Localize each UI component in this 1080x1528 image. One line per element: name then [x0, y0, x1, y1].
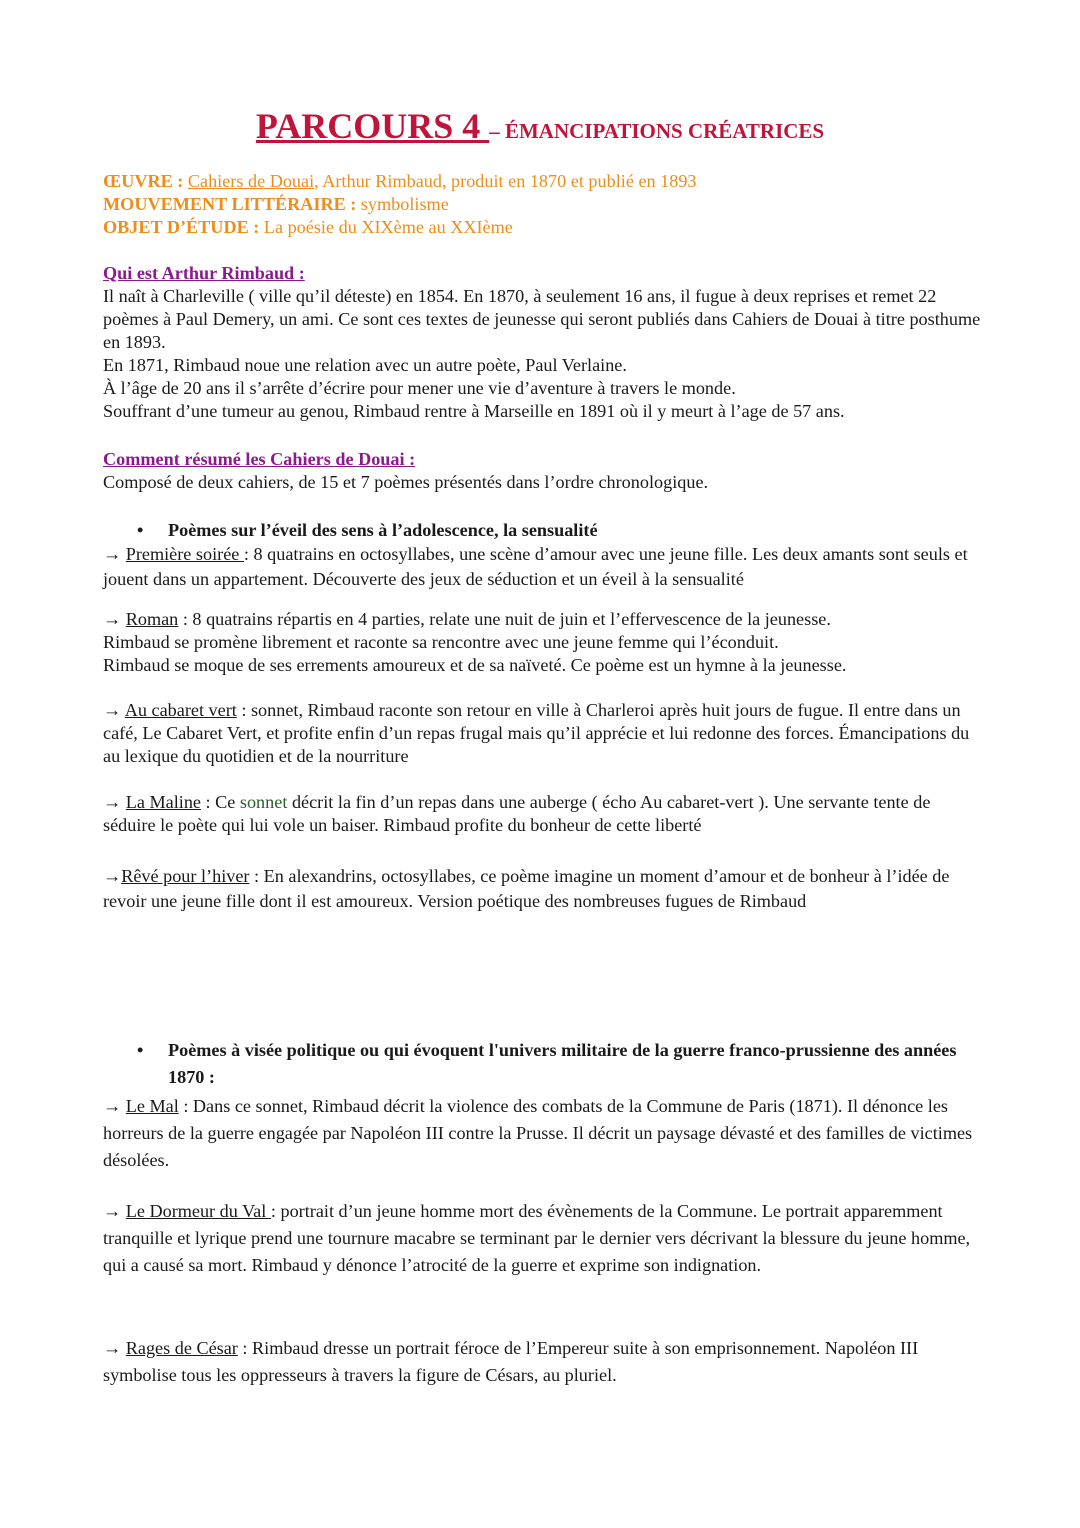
- arrow-icon: →: [103, 1201, 122, 1221]
- poem-entry: → Rages de César : Rimbaud dresse un portrait féroce de l’Empereur suite à son emprisonnement. Napoléon III symbolise tous les oppresseurs à travers la figure de Césars, au pluriel.: [103, 1338, 919, 1385]
- section1-bullet: • Poèmes sur l’éveil des sens à l’adolescence, la sensualité: [168, 517, 983, 544]
- bio-paragraph: À l’âge de 20 ans il s’arrête d’écrire pour mener une vie d’aventure à travers le monde.: [103, 378, 736, 398]
- mouvement-line: MOUVEMENT LITTÉRAIRE : symbolisme: [103, 194, 449, 214]
- work-meta: [103, 170, 983, 239]
- poem-title: Le Dormeur du Val: [125, 1201, 271, 1221]
- page-title: [0, 104, 1080, 156]
- poem-entry: → La Maline : Ce sonnet décrit la fin d’un repas dans une auberge ( écho Au cabaret-vert ). Une servante tente de séduire le poète qui lui vole un baiser. Rimbaud profite du bonheur de cette liberté: [103, 792, 931, 835]
- section2-bullet: • Poèmes à visée politique ou qui évoquent l'univers militaire de la guerre franco-prussienne des années 1870 :: [168, 1037, 983, 1091]
- summary-text: Composé de deux cahiers, de 15 et 7 poèmes présentés dans l’ordre chronologique.: [103, 472, 709, 492]
- poem-title: Au cabaret vert: [124, 700, 237, 720]
- poem-title: Rêvé pour l’hiver: [121, 866, 250, 886]
- summary-heading: Comment résumé les Cahiers de Douai :: [103, 449, 416, 469]
- poem-entry: → Le Mal : Dans ce sonnet, Rimbaud décrit la violence des combats de la Commune de Paris (1871). Il dénonce les horreurs de la guerre engagée par Napoléon III contre la Prusse. Il décrit un paysage dévasté et des familles de victimes désolées.: [103, 1096, 973, 1170]
- poem-entry: → Au cabaret vert : sonnet, Rimbaud raconte son retour en ville à Charleroi après huit jours de fugue. Il entre dans un café, Le Cabaret Vert, et profite enfin d’un repas frugal mais qu’il apprécie et lui redonne des forces. Émancipations du au lexique du quotidien et de la nourriture: [103, 700, 970, 766]
- poem-title: Roman: [125, 609, 179, 629]
- bio-paragraph: En 1871, Rimbaud noue une relation avec un autre poète, Paul Verlaine.: [103, 355, 627, 375]
- oeuvre-link[interactable]: Cahiers de Douai: [187, 171, 315, 191]
- objet-line: OBJET D’ÉTUDE : La poésie du XIXème au XXIème: [103, 217, 513, 237]
- bio-paragraph: Il naît à Charleville ( ville qu’il déteste) en 1854. En 1870, à seulement 16 ans, il fugue à deux reprises et remet 22 poèmes à Paul Demery, un ami. Ce sont ces textes de jeunesse qui seront publiés dans Cahiers de Douai à titre posthume en 1893.: [103, 286, 981, 352]
- poem-entry: →Rêvé pour l’hiver : En alexandrins, octosyllabes, ce poème imagine un moment d’amour et de bonheur à l’idée de revoir une jeune fille dont il est amoureux. Version poétique des nombreuses fugues de Rimbaud: [103, 866, 950, 911]
- bio-heading: Qui est Arthur Rimbaud :: [103, 263, 305, 283]
- poem-entry: → Roman : 8 quatrains répartis en 4 parties, relate une nuit de juin et l’effervescence de la jeunesse. Rimbaud se promène librement et raconte sa rencontre avec une jeune femme qui l’éconduit. Rimbaud se moque de ses errements amoureux et de sa naïveté. Ce poème est un hymne à la jeunesse.: [103, 609, 847, 675]
- poem-title: La Maline: [125, 792, 201, 812]
- bio-paragraph: Souffrant d’une tumeur au genou, Rimbaud rentre à Marseille en 1891 où il y meurt à l’age de 57 ans.: [103, 401, 845, 421]
- summary-section: [103, 448, 983, 494]
- bullet-dot: •: [137, 520, 144, 540]
- arrow-icon: →: [103, 1338, 122, 1358]
- arrow-icon: →: [103, 544, 122, 564]
- arrow-icon: →: [103, 792, 122, 812]
- arrow-icon: →: [103, 866, 122, 886]
- poem-title: Première soirée: [125, 544, 244, 564]
- poem-entry: → Première soirée : 8 quatrains en octosyllabes, une scène d’amour avec une jeune fille. Les deux amants sont seuls et jouent dans un appartement. Découverte des jeux de séduction et un éveil à la sensualité: [103, 544, 968, 589]
- title-sub: – ÉMANCIPATIONS CRÉATRICES: [489, 119, 825, 143]
- poem-entry: → Le Dormeur du Val : portrait d’un jeune homme mort des évènements de la Commune. Le portrait apparemment tranquille et lyrique prend une tournure macabre se terminant par le dernier vers décrivant la blessure du jeune homme, qui a causé sa mort. Rimbaud y dénonce l’atrocité de la guerre et exprime son indignation.: [103, 1201, 971, 1275]
- poem-title: Rages de César: [125, 1338, 238, 1358]
- oeuvre-line: ŒUVRE : Cahiers de Douai, Arthur Rimbaud, produit en 1870 et publié en 1893: [103, 171, 697, 191]
- arrow-icon: →: [103, 1096, 122, 1116]
- title-main: PARCOURS 4: [255, 106, 490, 146]
- poem-title: Le Mal: [125, 1096, 179, 1116]
- bullet-dot: •: [137, 1040, 144, 1060]
- bio-section: [103, 262, 983, 423]
- arrow-icon: →: [103, 700, 122, 720]
- arrow-icon: →: [103, 609, 122, 629]
